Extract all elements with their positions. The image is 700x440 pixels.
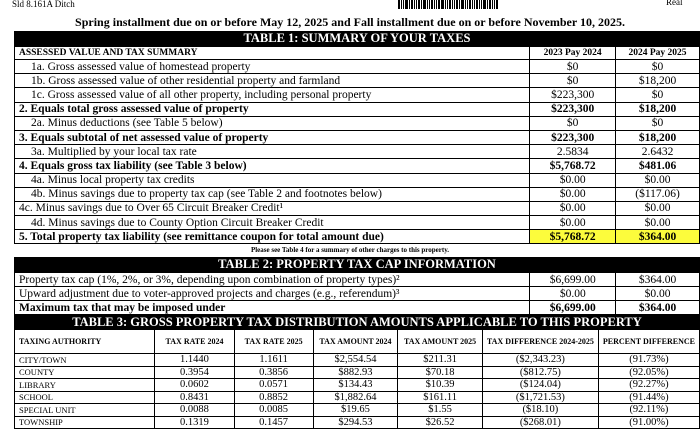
tax-rate-2024: 0.1319 (155, 416, 234, 429)
distribution-row (15, 354, 700, 367)
tax-difference: ($2,343.23) (482, 354, 598, 367)
tax-amount-2025: $1.55 (398, 404, 483, 417)
summary-row (15, 74, 700, 88)
barcode-bar (492, 0, 493, 9)
summary-header-label: ASSESSED VALUE AND TAX SUMMARY (15, 47, 530, 60)
column-header-2025: 2024 Pay 2025 (616, 47, 700, 60)
tax-difference: ($1,721.53) (482, 391, 598, 404)
value-2024: $0.00 (530, 187, 616, 201)
tax-amount-2024: $1,882.64 (313, 391, 398, 404)
barcode-bar (438, 0, 440, 9)
summary-row (15, 130, 700, 144)
summary-row (15, 216, 700, 230)
percent-difference: (91.73%) (598, 354, 699, 367)
tax-rate-2024: 1.1440 (155, 354, 234, 367)
distribution-row (15, 391, 700, 404)
barcode-bar (483, 0, 486, 9)
summary-row (15, 230, 700, 244)
value-2025: $0 (616, 116, 700, 130)
barcode-bar (409, 0, 410, 9)
barcode-bar (489, 0, 491, 9)
summary-row-label: 1b. Gross assessed value of other residential property and farmland (15, 74, 530, 88)
summary-row (15, 159, 700, 173)
table3-title: TABLE 3: GROSS PROPERTY TAX DISTRIBUTION AMOUNTS APPLICABLE TO THIS PROPERTY (14, 315, 700, 330)
summary-row (15, 102, 700, 116)
summary-row (15, 88, 700, 102)
tax-cap-label: Property tax cap (1%, 2%, or 3%, depending upon combination of property types)² (15, 273, 530, 287)
summary-row-label: 2a. Minus deductions (see Table 5 below) (15, 116, 530, 130)
tax-amount-2025: $10.39 (398, 379, 483, 392)
summary-row-label: 3. Equals subtotal of net assessed value of property (15, 130, 530, 144)
percent-difference: (92.11%) (598, 404, 699, 417)
tax-rate-2025: 0.3856 (234, 366, 313, 379)
barcode-bar (421, 0, 422, 9)
value-2025: $0 (616, 60, 700, 74)
distribution-column-header: PERCENT DIFFERENCE (598, 330, 699, 354)
barcode-bar (423, 0, 426, 9)
tax-amount-2024: $134.43 (313, 379, 398, 392)
distribution-row (15, 416, 700, 429)
value-2025: $18,200 (616, 130, 700, 144)
barcode-bar (447, 0, 448, 9)
value-2025: $0.00 (616, 173, 700, 187)
barcode-bar (441, 0, 444, 9)
value-2024: $0.00 (530, 216, 616, 230)
distribution-column-header: TAX AMOUNT 2025 (398, 330, 483, 354)
value-2025: $364.00 (616, 230, 700, 244)
tax-amount-2024: $2,554.54 (313, 354, 398, 367)
summary-row-label: 4d. Minus savings due to County Option Circuit Breaker Credit (15, 216, 530, 230)
summary-row-label: 4b. Minus savings due to property tax cap (see Table 2 and footnotes below) (15, 187, 530, 201)
summary-row (15, 60, 700, 74)
taxing-authority: SCHOOL (15, 391, 155, 404)
barcode-bar (434, 0, 435, 9)
barcode-bar (411, 0, 413, 9)
tax-difference: ($812.75) (482, 366, 598, 379)
barcode-bar (449, 0, 451, 9)
barcode-bar (403, 0, 404, 9)
summary-row-label: 3a. Multiplied by your local tax rate (15, 145, 530, 159)
barcode-bar (487, 0, 488, 9)
value-2024: $5,768.72 (530, 230, 616, 244)
percent-difference: (92.05%) (598, 366, 699, 379)
property-type-label: Real (666, 0, 683, 7)
value-2025: 2.6432 (616, 145, 700, 159)
barcode-bar (454, 0, 455, 9)
tax-rate-2024: 0.0602 (155, 379, 234, 392)
barcode-bar (416, 0, 417, 9)
barcode-bar (469, 0, 471, 9)
value-2025: $18,200 (616, 74, 700, 88)
value-2025: $0.00 (616, 201, 700, 215)
value-2025: $0.00 (616, 287, 700, 301)
table2-title: TABLE 2: PROPERTY TAX CAP INFORMATION (14, 257, 700, 272)
value-2025: $364.00 (616, 273, 700, 287)
summary-row (15, 201, 700, 215)
tax-cap-row (15, 287, 700, 301)
tax-cap-table (14, 272, 700, 315)
value-2024: $0 (530, 60, 616, 74)
tax-amount-2025: $161.11 (398, 391, 483, 404)
parcel-description: Sld 8.161A Ditch (12, 0, 75, 9)
taxing-authority: COUNTY (15, 366, 155, 379)
barcode (398, 0, 510, 9)
tax-rate-2025: 0.0571 (234, 379, 313, 392)
barcode-bar (496, 0, 498, 9)
tax-cap-row (15, 301, 700, 315)
barcode-bar (481, 0, 482, 9)
value-2024: $6,699.00 (530, 301, 616, 315)
tax-rate-2025: 1.1611 (234, 354, 313, 367)
value-2024: $6,699.00 (530, 273, 616, 287)
summary-row (15, 116, 700, 130)
value-2024: $223,300 (530, 130, 616, 144)
barcode-bar (461, 0, 464, 9)
summary-row (15, 187, 700, 201)
value-2025: $481.06 (616, 159, 700, 173)
summary-row (15, 145, 700, 159)
value-2025: $0 (616, 88, 700, 102)
barcode-bar (429, 0, 430, 9)
summary-row-label: 2. Equals total gross assessed value of property (15, 102, 530, 116)
tax-difference: ($124.04) (482, 379, 598, 392)
percent-difference: (92.27%) (598, 379, 699, 392)
distribution-column-header: TAX RATE 2025 (234, 330, 313, 354)
table4-note: Please see Table 4 for a summary of other charges to this property. (250, 246, 450, 254)
summary-row-label: 4. Equals gross tax liability (see Table 3 below) (15, 159, 530, 173)
tax-cap-label: Maximum tax that may be imposed under (15, 301, 530, 315)
distribution-column-header: TAXING AUTHORITY (15, 330, 155, 354)
barcode-bar (467, 0, 468, 9)
value-2025: ($117.06) (616, 187, 700, 201)
tax-amount-2025: $211.31 (398, 354, 483, 367)
summary-row-label: 4a. Minus local property tax credits (15, 173, 530, 187)
value-2024: $0 (530, 74, 616, 88)
barcode-bar (479, 0, 480, 9)
tax-difference: ($268.01) (482, 416, 598, 429)
taxing-authority: TOWNSHIP (15, 416, 155, 429)
taxing-authority: LIBRARY (15, 379, 155, 392)
distribution-row (15, 366, 700, 379)
barcode-bar (474, 0, 475, 9)
table3-header-row (15, 330, 700, 354)
tax-rate-2025: 0.0085 (234, 404, 313, 417)
taxing-authority: SPECIAL UNIT (15, 404, 155, 417)
barcode-bar (398, 0, 400, 9)
tax-rate-2024: 0.8431 (155, 391, 234, 404)
installment-notice: Spring installment due on or before May 12, 2025 and Fall installment due on or before November 10, 2025. (75, 15, 625, 29)
tax-rate-2024: 0.3954 (155, 366, 234, 379)
tax-rate-2025: 0.8852 (234, 391, 313, 404)
summary-row-label: 1a. Gross assessed value of homestead property (15, 60, 530, 74)
barcode-bar (418, 0, 420, 9)
distribution-column-header: TAX AMOUNT 2024 (313, 330, 398, 354)
distribution-column-header: TAX RATE 2024 (155, 330, 234, 354)
taxing-authority: CITY/TOWN (15, 354, 155, 367)
value-2025: $364.00 (616, 301, 700, 315)
value-2024: $223,300 (530, 102, 616, 116)
tax-summary-table (14, 46, 700, 244)
tax-cap-row (15, 273, 700, 287)
percent-difference: (91.00%) (598, 416, 699, 429)
tax-amount-2025: $70.18 (398, 366, 483, 379)
value-2024: $0 (530, 116, 616, 130)
value-2025: $0.00 (616, 216, 700, 230)
percent-difference: (91.44%) (598, 391, 699, 404)
barcode-bar (414, 0, 415, 9)
barcode-bar (431, 0, 433, 9)
barcode-bar (445, 0, 446, 9)
tax-amount-2024: $19.65 (313, 404, 398, 417)
tax-cap-label: Upward adjustment due to voter-approved projects and charges (e.g., referendum)³ (15, 287, 530, 301)
tax-amount-2024: $294.53 (313, 416, 398, 429)
barcode-bar (405, 0, 408, 9)
column-header-2024: 2023 Pay 2024 (530, 47, 616, 60)
barcode-bar (465, 0, 466, 9)
barcode-bar (476, 0, 478, 9)
barcode-bar (456, 0, 458, 9)
barcode-bar (494, 0, 495, 9)
barcode-bar (472, 0, 473, 9)
tax-distribution-table (14, 329, 700, 429)
barcode-bar (452, 0, 453, 9)
summary-row-label: 5. Total property tax liability (see remittance coupon for total amount due) (15, 230, 530, 244)
barcode-bar (427, 0, 428, 9)
value-2025: $18,200 (616, 102, 700, 116)
value-2024: $0.00 (530, 201, 616, 215)
tax-difference: ($18.10) (482, 404, 598, 417)
barcode-bar (436, 0, 437, 9)
table1-header-row (15, 47, 700, 60)
table1-title: TABLE 1: SUMMARY OF YOUR TAXES (14, 31, 700, 46)
tax-rate-2025: 0.1457 (234, 416, 313, 429)
summary-row-label: 1c. Gross assessed value of all other property, including personal property (15, 88, 530, 102)
tax-amount-2025: $26.52 (398, 416, 483, 429)
distribution-row (15, 379, 700, 392)
summary-row-label: 4c. Minus savings due to Over 65 Circuit Breaker Credit¹ (15, 201, 530, 215)
tax-amount-2024: $882.93 (313, 366, 398, 379)
tax-rate-2024: 0.0088 (155, 404, 234, 417)
distribution-row (15, 404, 700, 417)
value-2024: $0.00 (530, 287, 616, 301)
barcode-bar (459, 0, 460, 9)
top-strip (0, 0, 700, 12)
summary-row (15, 173, 700, 187)
distribution-column-header: TAX DIFFERENCE 2024-2025 (482, 330, 598, 354)
value-2024: $0.00 (530, 173, 616, 187)
barcode-bar (401, 0, 402, 9)
value-2024: 2.5834 (530, 145, 616, 159)
value-2024: $223,300 (530, 88, 616, 102)
value-2024: $5,768.72 (530, 159, 616, 173)
